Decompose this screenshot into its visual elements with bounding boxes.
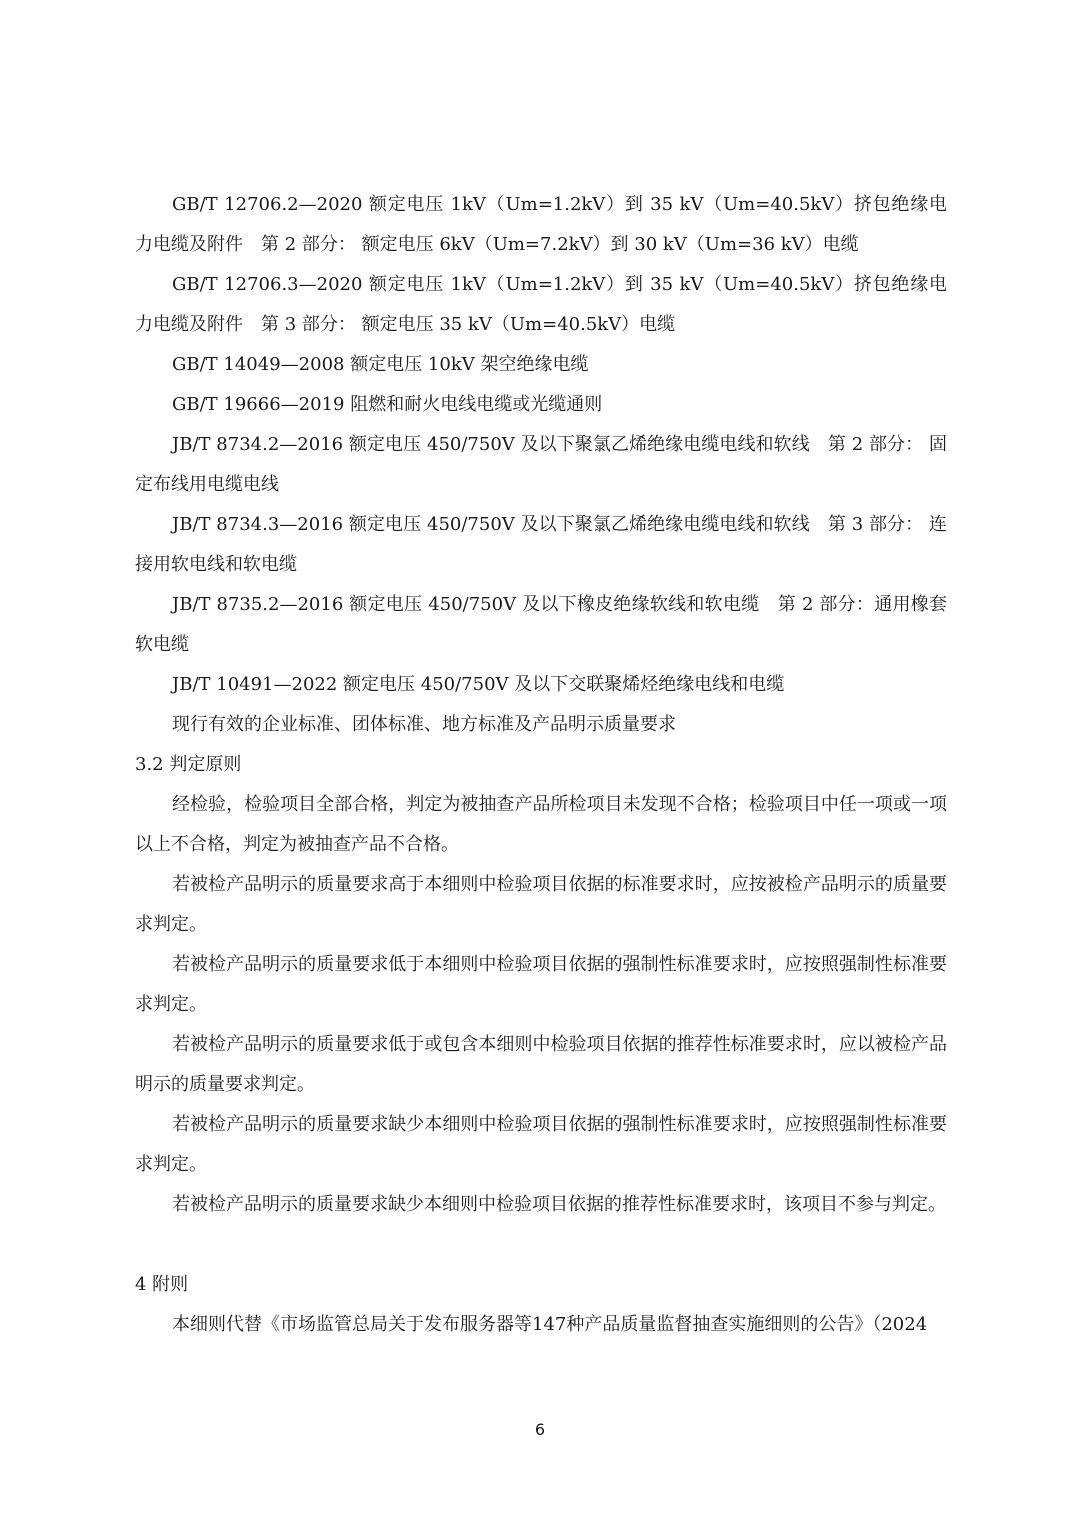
document-body: [135, 185, 947, 1345]
standard-item: GB/T 12706.3—2020 额定电压 1kV（Um=1.2kV）到 35 kV（Um=40.5kV）挤包绝缘电力电缆及附件 第 3 部分： 额定电压 35 kV（Um=40.5kV）电缆: [135, 274, 947, 335]
section-heading-3-2: 3.2 判定原则: [135, 754, 242, 775]
standard-item: JB/T 8734.2—2016 额定电压 450/750V 及以下聚氯乙烯绝缘电缆电线和软线 第 2 部分： 固定布线用电缆电线: [135, 434, 947, 495]
appendix-paragraph: 本细则代替《市场监管总局关于发布服务器等147种产品质量监督抽查实施细则的公告》（2024: [172, 1314, 928, 1335]
judgement-paragraph: 若被检产品明示的质量要求高于本细则中检验项目依据的标准要求时，应按被检产品明示的质量要求判定。: [135, 874, 947, 935]
judgement-paragraph: 若被检产品明示的质量要求缺少本细则中检验项目依据的推荐性标准要求时，该项目不参与判定。: [172, 1194, 946, 1215]
page-number: 6: [534, 1420, 546, 1439]
standard-item: JB/T 10491—2022 额定电压 450/750V 及以下交联聚烯烃绝缘电线和电缆: [172, 674, 785, 695]
standard-item: GB/T 19666—2019 阻燃和耐火电线电缆或光缆通则: [172, 394, 603, 415]
standard-item: JB/T 8734.3—2016 额定电压 450/750V 及以下聚氯乙烯绝缘电缆电线和软线 第 3 部分： 连接用软电线和软电缆: [135, 514, 947, 575]
standard-item: JB/T 8735.2—2016 额定电压 450/750V 及以下橡皮绝缘软线和软电缆 第 2 部分：通用橡套软电缆: [135, 594, 947, 655]
standard-item: 现行有效的企业标准、团体标准、地方标准及产品明示质量要求: [172, 714, 676, 735]
judgement-paragraph: 若被检产品明示的质量要求低于或包含本细则中检验项目依据的推荐性标准要求时，应以被检产品明示的质量要求判定。: [135, 1034, 947, 1095]
section-heading-4: 4 附则: [135, 1274, 189, 1295]
judgement-paragraph: 若被检产品明示的质量要求缺少本细则中检验项目依据的强制性标准要求时，应按照强制性标准要求判定。: [135, 1114, 947, 1175]
standard-item: GB/T 12706.2—2020 额定电压 1kV（Um=1.2kV）到 35 kV（Um=40.5kV）挤包绝缘电力电缆及附件 第 2 部分： 额定电压 6kV（Um=7.2kV）到 30 kV（Um=36 kV）电缆: [135, 194, 947, 255]
section-spacer: [135, 1225, 947, 1265]
judgement-paragraph: 经检验，检验项目全部合格，判定为被抽查产品所检项目未发现不合格；检验项目中任一项或一项以上不合格，判定为被抽查产品不合格。: [135, 794, 947, 855]
judgement-paragraph: 若被检产品明示的质量要求低于本细则中检验项目依据的强制性标准要求时，应按照强制性标准要求判定。: [135, 954, 947, 1015]
standard-item: GB/T 14049—2008 额定电压 10kV 架空绝缘电缆: [172, 354, 589, 375]
